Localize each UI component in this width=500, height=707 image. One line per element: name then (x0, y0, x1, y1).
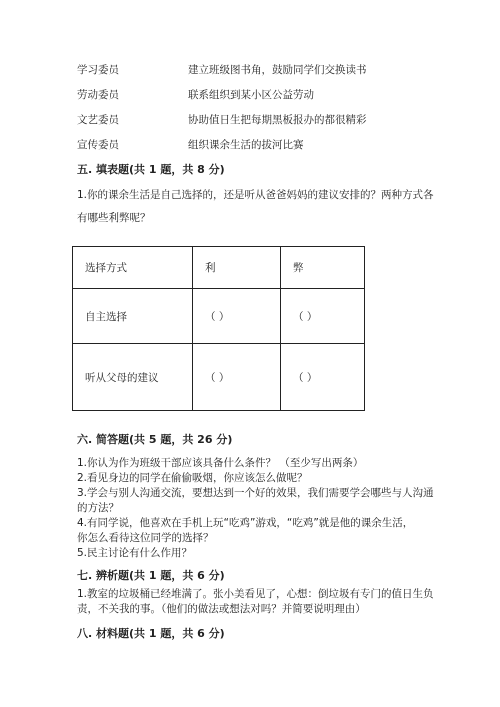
role-name: 文艺委员 (77, 114, 119, 126)
section-title: 七. 辨析题(共 1 题，共 6 分) (77, 569, 225, 582)
table-header-cell: 选择方式 (73, 247, 193, 289)
question-text: 5.民主讨论有什么作用？ (77, 547, 193, 559)
question-text: 4.有同学说，他喜欢在手机上玩“吃鸡”游戏，“吃鸡”就是他的课余生活， (77, 517, 414, 529)
table-row (73, 344, 365, 411)
question-text: 有哪些利弊呢？ (77, 212, 151, 224)
question-text: 1.你认为作为班级干部应该具备什么条件？ （至少写出两条） (77, 457, 364, 469)
answer-blank[interactable]: （ ） (281, 289, 365, 344)
answer-blank[interactable]: （ ） (281, 344, 365, 411)
table-header-row (73, 247, 365, 289)
table-row (73, 289, 365, 344)
table-header-cell: 利 (193, 247, 281, 289)
role-name: 劳动委员 (77, 89, 119, 101)
role-name: 学习委员 (77, 64, 119, 76)
table-row-label: 自主选择 (73, 289, 193, 344)
question-text: 2.看见身边的同学在偷偷吸烟，你应该怎么做呢？ (77, 472, 308, 484)
answer-blank[interactable]: （ ） (193, 344, 281, 411)
question-text: 责，不关我的事。（他们的做法或想法对吗？并简要说明理由） (77, 603, 366, 615)
question-text: 你怎么看待这位同学的选择？ (77, 532, 214, 544)
question-text: 的方法？ (77, 502, 119, 514)
role-task: 建立班级图书角，鼓励同学们交换读书 (188, 64, 367, 76)
role-task: 组织课余生活的拔河比赛 (188, 139, 304, 151)
role-task: 协助值日生把每期黑板报办的都很精彩 (188, 114, 367, 126)
answer-blank[interactable]: （ ） (193, 289, 281, 344)
question-text: 1.教室的垃圾桶已经堆满了。张小美看见了，心想：倒垃圾有专门的值日生负 (77, 588, 434, 600)
question-text: 1.你的课余生活是自己选择的，还是听从爸爸妈妈的建议安排的？两种方式各 (77, 189, 434, 201)
section-title: 八. 材料题(共 1 题，共 6 分) (77, 627, 225, 640)
section-title: 六. 简答题(共 5 题，共 26 分) (77, 433, 233, 446)
table-header-cell: 弊 (281, 247, 365, 289)
section-title: 五. 填表题(共 1 题，共 8 分) (77, 163, 225, 176)
table-row-label: 听从父母的建议 (73, 344, 193, 411)
question-text: 3.学会与别人沟通交流，要想达到一个好的效果，我们需要学会哪些与人沟通 (77, 487, 434, 499)
role-name: 宣传委员 (77, 139, 119, 151)
role-task: 联系组织到某小区公益劳动 (188, 89, 314, 101)
choice-table (72, 246, 365, 411)
